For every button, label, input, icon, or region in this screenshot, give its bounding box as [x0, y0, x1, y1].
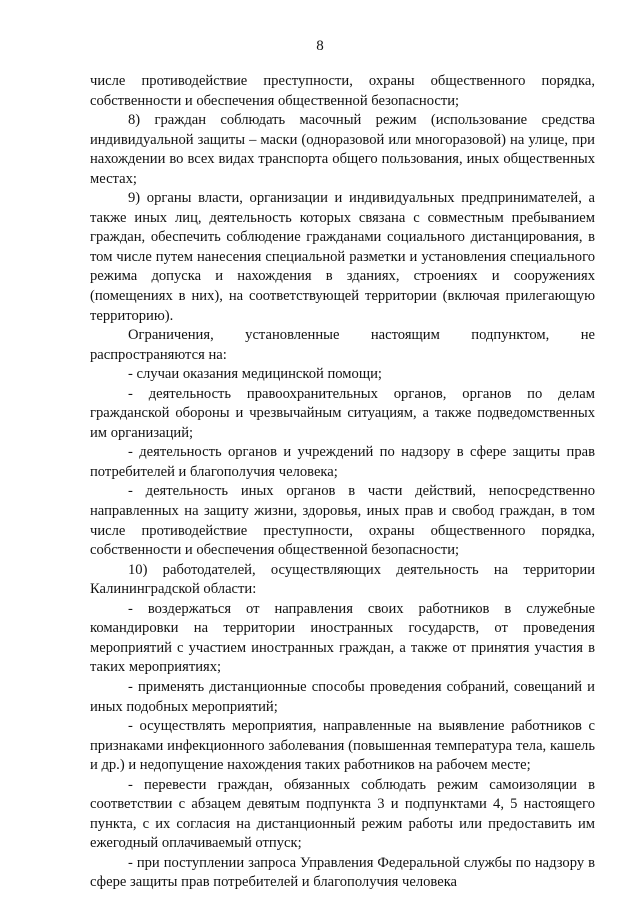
page-number: 8	[316, 38, 324, 54]
paragraph-item-8: 8) граждан соблюдать масочный режим (использование средства индивидуальной защиты – маски (одноразовой или многоразовой) на улице, при нахождении во всех видах транспорта общего пользования, иных общественных местах;	[90, 112, 595, 187]
list-item-detect-illness: - осуществлять мероприятия, направленные на выявление работников с признаками инфекционного заболевания (повышенная температура тела, кашель и др.) и недопущение нахождения таких работников на рабочем месте;	[90, 718, 595, 774]
list-item-remote-work: - перевести граждан, обязанных соблюдать режим самоизоляции в соответствии с абзацем девятым подпункта 3 и подпунктами 4, 5 настоящего пункта, с их согласия на дистанционный режим работы или предоставить им ежегодный оплачиваемый отпуск;	[90, 776, 595, 852]
paragraph-continuation: числе противодействие преступности, охраны общественного порядка, собственности и обеспечения общественной безопасности;	[90, 73, 595, 109]
list-item-business-trips: - воздержаться от направления своих работников в служебные командировки на территории иностранных государств, от проведения мероприятий с участием иностранных граждан, а также от принятия участия в таких мероприятиях;	[90, 600, 595, 676]
document-body	[90, 72, 595, 893]
paragraph-restrictions: Ограничения, установленные настоящим подпунктом, не распространяются на:	[90, 327, 595, 363]
list-item-remote-meetings: - применять дистанционные способы проведения собраний, совещаний и иных подобных мероприятий;	[90, 678, 595, 715]
list-item-consumer-supervision: - деятельность органов и учреждений по надзору в сфере защиты прав потребителей и благополучия человека;	[90, 444, 595, 480]
list-item-law-enforcement: - деятельность правоохранительных органов, органов по делам гражданской обороны и чрезвычайным ситуациям, а также подведомственных им организаций;	[90, 385, 595, 441]
list-item-medical-care: - случаи оказания медицинской помощи;	[128, 366, 382, 383]
list-item-request-response: - при поступлении запроса Управления Федеральной службы по надзору в сфере защиты прав потребителей и благополучия человека	[90, 854, 595, 891]
list-item-other-bodies: - деятельность иных органов в части действий, непосредственно направленных на защиту жизни, здоровья, иных прав и свобод граждан, в том числе противодействие преступности, охраны общественного порядка, собственности и обеспечения общественной безопасности;	[90, 483, 595, 559]
paragraph-item-9: 9) органы власти, организации и индивидуальных предпринимателей, а также иных лиц, деятельность которых связана с совместным пребыванием граждан, обеспечить соблюдение гражданами социального дистанцирования, в том числе путем нанесения специальной разметки и установления специального режима допуска и нахождения в зданиях, строениях и сооружениях (помещениях в них), на соответствующей территории (включая прилегающую территорию).	[90, 190, 595, 324]
paragraph-item-10: 10) работодателей, осуществляющих деятельность на территории Калининградской области:	[90, 561, 595, 598]
